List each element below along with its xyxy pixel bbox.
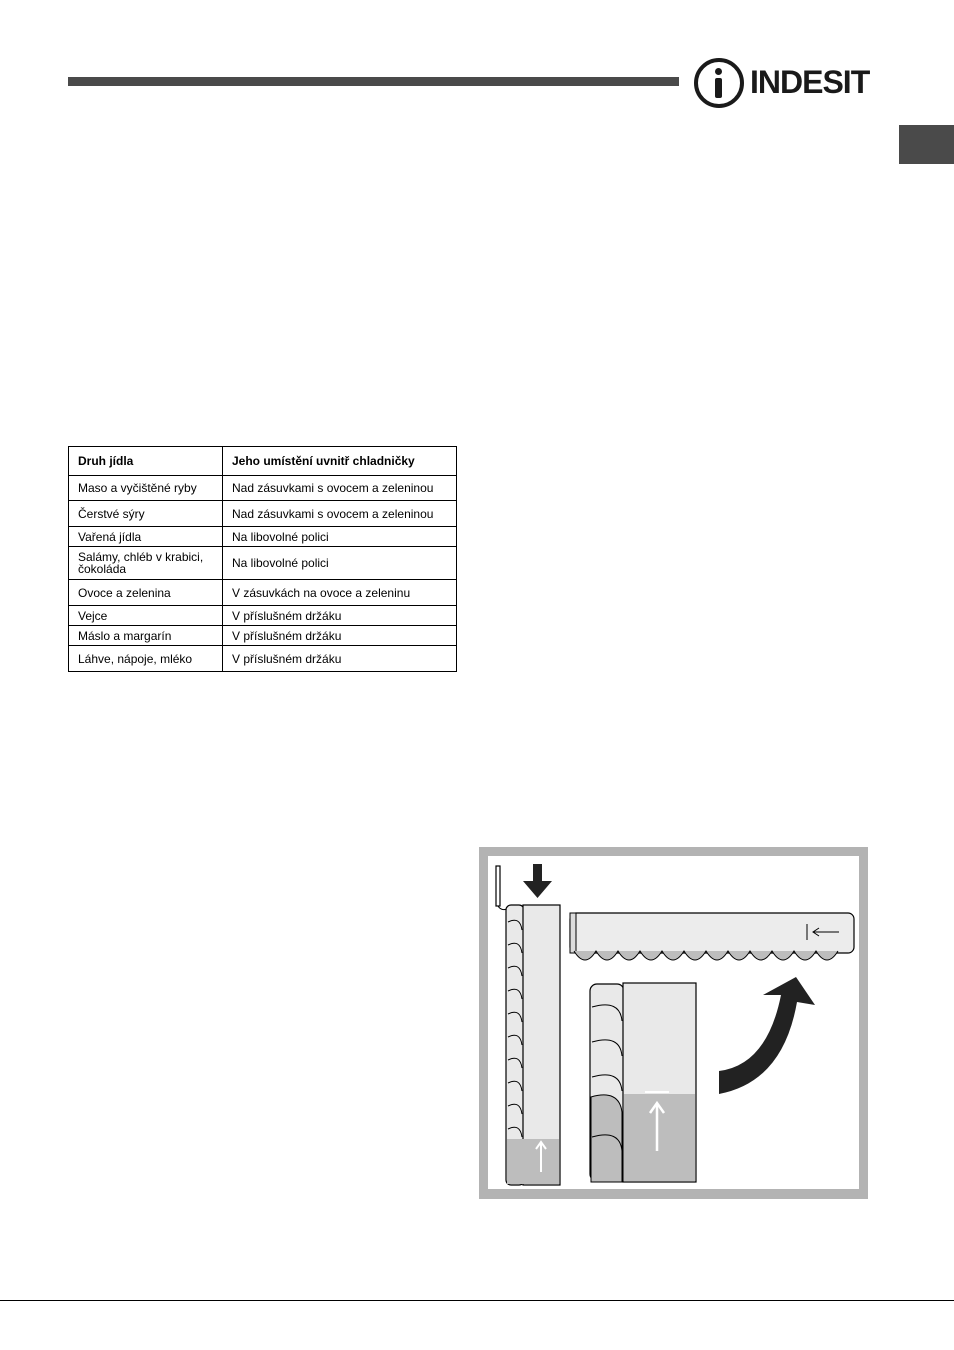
food-placement-table (68, 446, 457, 672)
table-cell: Na libovolné polici (223, 527, 457, 547)
table-row (69, 547, 457, 580)
ice-tray-horizontal (570, 913, 854, 960)
table-header-row (69, 447, 457, 476)
table-row (69, 476, 457, 501)
table-header-cell: Jeho umístění uvnitř chladničky (223, 447, 457, 476)
logo-i-dot (715, 68, 722, 75)
table-row (69, 626, 457, 646)
brand-name: INDESIT (750, 64, 870, 100)
table-cell: V příslušném držáku (223, 606, 457, 626)
table-cell: Na libovolné polici (223, 547, 457, 580)
table-cell: Láhve, nápoje, mléko (69, 646, 223, 672)
table-row (69, 501, 457, 527)
logo-i-stem (715, 78, 722, 98)
table-cell: Vejce (69, 606, 223, 626)
table-cell: Máslo a margarín (69, 626, 223, 646)
language-tab (899, 125, 954, 164)
table-row (69, 646, 457, 672)
table-cell: V příslušném držáku (223, 646, 457, 672)
brand-logo (694, 58, 870, 108)
table-cell: Nad zásuvkami s ovocem a zeleninou (223, 501, 457, 527)
table-cell: Čerstvé sýry (69, 501, 223, 527)
ice-tray-figure (479, 847, 868, 1199)
table-cell: Vařená jídla (69, 527, 223, 547)
table-cell: V příslušném držáku (223, 626, 457, 646)
header-rule (68, 77, 679, 86)
table-cell: Salámy, chléb v krabici, čokoláda (69, 547, 223, 580)
table-cell: V zásuvkách na ovoce a zeleninu (223, 580, 457, 606)
table-row (69, 580, 457, 606)
water-level (507, 1139, 559, 1184)
table-row (69, 606, 457, 626)
table-cell: Ovoce a zelenina (69, 580, 223, 606)
table-header-cell: Druh jídla (69, 447, 223, 476)
table-row (69, 527, 457, 547)
footer-rule (0, 1300, 954, 1301)
ice-tray-filled (590, 983, 696, 1182)
table-cell: Nad zásuvkami s ovocem a zeleninou (223, 476, 457, 501)
ice-tray-vertical (496, 866, 560, 1185)
table-cell: Maso a vyčištěné ryby (69, 476, 223, 501)
